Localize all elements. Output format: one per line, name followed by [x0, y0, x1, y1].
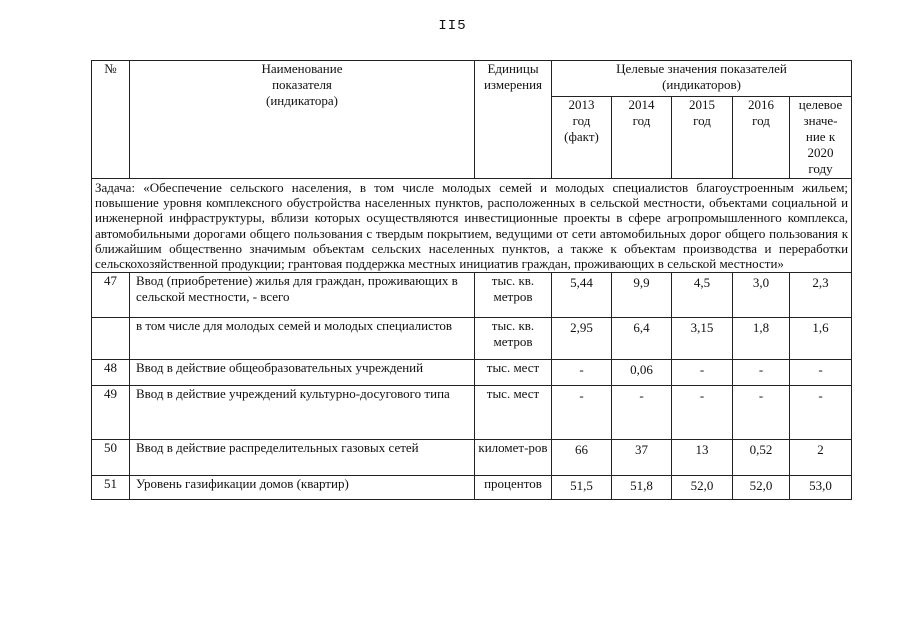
indicator-name: в том числе для молодых семей и молодых специалистов [130, 318, 475, 360]
header-year-2016: 2016 год [733, 97, 790, 179]
value-2016: 1,8 [733, 318, 790, 360]
header-num: № [92, 61, 130, 179]
value-2013: 51,5 [552, 476, 612, 500]
table-row [92, 476, 852, 500]
value-2020: 53,0 [790, 476, 852, 500]
indicator-unit: тыс. кв. метров [475, 273, 552, 318]
value-2014: 6,4 [612, 318, 672, 360]
value-2020: 2,3 [790, 273, 852, 318]
value-2013: - [552, 386, 612, 440]
indicator-unit: тыс. мест [475, 360, 552, 386]
value-2015: 4,5 [672, 273, 733, 318]
indicator-name: Ввод в действие общеобразовательных учреждений [130, 360, 475, 386]
value-2013: 2,95 [552, 318, 612, 360]
value-2014: 9,9 [612, 273, 672, 318]
value-2015: - [672, 360, 733, 386]
value-2014: 51,8 [612, 476, 672, 500]
table-row [92, 273, 852, 318]
table-row [92, 386, 852, 440]
value-2020: 2 [790, 440, 852, 476]
table-row [92, 360, 852, 386]
value-2020: 1,6 [790, 318, 852, 360]
indicator-name: Ввод в действие распределительных газовых сетей [130, 440, 475, 476]
value-2016: - [733, 360, 790, 386]
page-number: II5 [438, 18, 467, 34]
value-2014: - [612, 386, 672, 440]
value-2014: 37 [612, 440, 672, 476]
value-2016: 52,0 [733, 476, 790, 500]
value-2016: - [733, 386, 790, 440]
indicator-unit: километ-ров [475, 440, 552, 476]
header-unit: Единицы измерения [475, 61, 552, 179]
row-number: 48 [92, 360, 130, 386]
header-year-2013: 2013 год (факт) [552, 97, 612, 179]
value-2014: 0,06 [612, 360, 672, 386]
row-number [92, 318, 130, 360]
value-2013: - [552, 360, 612, 386]
value-2016: 0,52 [733, 440, 790, 476]
value-2020: - [790, 360, 852, 386]
header-name: Наименование показателя (индикатора) [130, 61, 475, 179]
value-2013: 66 [552, 440, 612, 476]
indicator-unit: тыс. кв. метров [475, 318, 552, 360]
indicator-unit: процентов [475, 476, 552, 500]
value-2015: 3,15 [672, 318, 733, 360]
header-targets: Целевые значения показателей (индикаторов) [552, 61, 852, 97]
value-2020: - [790, 386, 852, 440]
value-2016: 3,0 [733, 273, 790, 318]
indicator-name: Ввод (приобретение) жилья для граждан, проживающих в сельской местности, - всего [130, 273, 475, 318]
value-2015: 13 [672, 440, 733, 476]
value-2015: 52,0 [672, 476, 733, 500]
table-row [92, 318, 852, 360]
indicator-name: Ввод в действие учреждений культурно-досугового типа [130, 386, 475, 440]
indicator-name: Уровень газификации домов (квартир) [130, 476, 475, 500]
indicators-table [91, 60, 852, 500]
row-number: 51 [92, 476, 130, 500]
row-number: 49 [92, 386, 130, 440]
row-number: 47 [92, 273, 130, 318]
row-number: 50 [92, 440, 130, 476]
value-2013: 5,44 [552, 273, 612, 318]
indicator-unit: тыс. мест [475, 386, 552, 440]
task-description: Задача: «Обеспечение сельского населения, в том числе молодых семей и молодых специалистов благоустроенным жильем; повышение уровня комплексного обустройства населенных пунктов, расположенных в сельской местности, объектами социальной и инженерной инфраструктуры, вблизи которых осуществляются инвестиционные проекты в сфере агропромышленного комплекса, автомобильными дорогами общего пользования с твердым покрытием, ведущими от сети автомобильных дорог общего пользования к ближайшим общественно значимым объектам сельских населенных пунктов, а также к объектам производства и переработки сельскохозяйственной продукции; грантовая поддержка местных инициатив граждан, проживающих в сельской местности» [92, 179, 852, 273]
header-target-2020: целевое значе- ние к 2020 году [790, 97, 852, 179]
table-row [92, 440, 852, 476]
value-2015: - [672, 386, 733, 440]
header-year-2014: 2014 год [612, 97, 672, 179]
header-year-2015: 2015 год [672, 97, 733, 179]
